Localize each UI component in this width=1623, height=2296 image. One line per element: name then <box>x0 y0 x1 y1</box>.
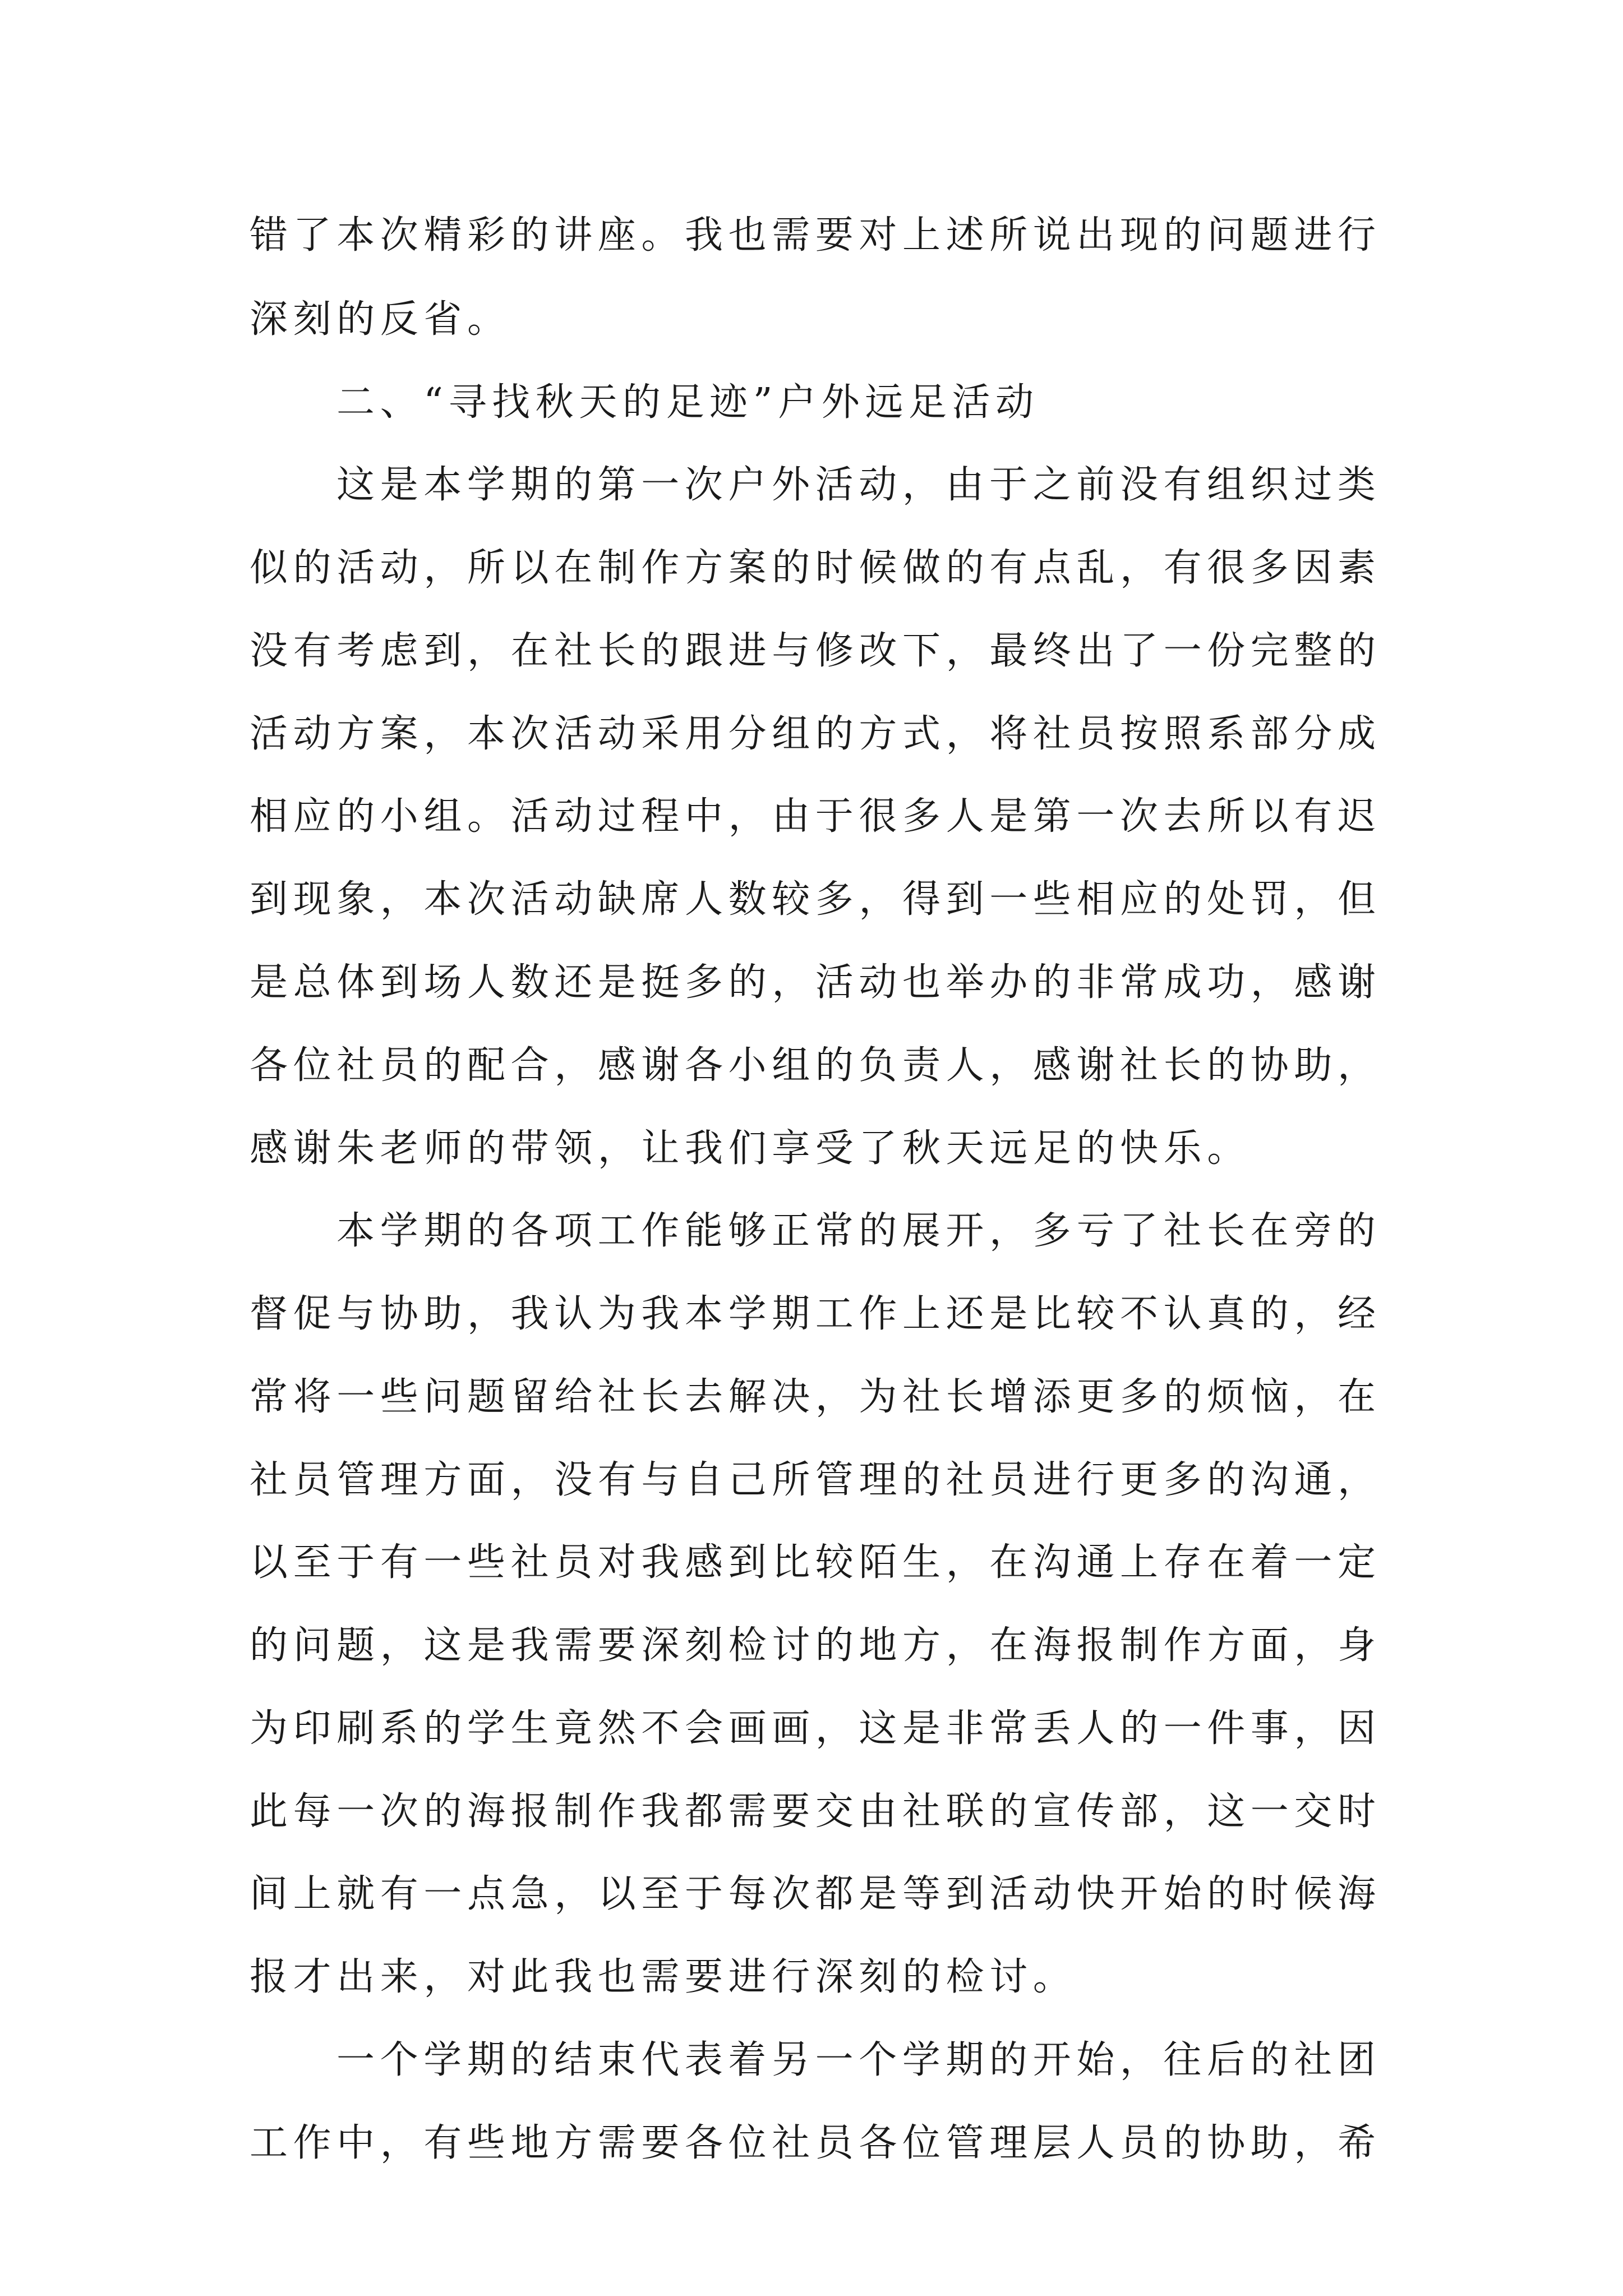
text-line: 报才出来，对此我也需要进行深刻的检讨。 <box>250 1955 1077 1999</box>
text-line: 社员管理方面，没有与自己所管理的社员进行更多的沟通， <box>250 1458 1381 1502</box>
text-line: 似的活动，所以在制作方案的时候做的有点乱，有很多因素 <box>250 546 1381 590</box>
text-line: 活动方案，本次活动采用分组的方式，将社员按照系部分成 <box>250 712 1381 756</box>
text-line: 各位社员的配合，感谢各小组的负责人，感谢社长的协助， <box>250 1043 1381 1088</box>
text-line: 错了本次精彩的讲座。我也需要对上述所说出现的问题进行 <box>250 213 1381 257</box>
text-line: 督促与协助，我认为我本学期工作上还是比较不认真的，经 <box>250 1292 1381 1336</box>
text-line: 本学期的各项工作能够正常的展开，多亏了社长在旁的 <box>336 1209 1381 1253</box>
text-line: 相应的小组。活动过程中，由于很多人是第一次去所以有迟 <box>250 794 1381 839</box>
text-line: 到现象，本次活动缺席人数较多，得到一些相应的处罚，但 <box>250 877 1381 922</box>
text-line: 深刻的反省。 <box>250 297 511 342</box>
text-line: 工作中，有些地方需要各位社员各位管理层人员的协助，希 <box>250 2121 1381 2165</box>
text-line: 没有考虑到，在社长的跟进与修改下，最终出了一份完整的 <box>250 629 1381 673</box>
text-line: 为印刷系的学生竟然不会画画，这是非常丢人的一件事，因 <box>250 1706 1381 1751</box>
text-line: 的问题，这是我需要深刻检讨的地方，在海报制作方面，身 <box>250 1623 1381 1668</box>
section-heading: 二、“寻找秋天的足迹”户外远足活动 <box>336 380 1039 425</box>
text-line: 一个学期的结束代表着另一个学期的开始，往后的社团 <box>336 2038 1381 2082</box>
text-line: 间上就有一点急，以至于每次都是等到活动快开始的时候海 <box>250 1872 1381 1916</box>
text-line: 此每一次的海报制作我都需要交由社联的宣传部，这一交时 <box>250 1789 1381 1834</box>
text-line: 这是本学期的第一次户外活动，由于之前没有组织过类 <box>336 463 1381 507</box>
text-line: 常将一些问题留给社长去解决，为社长增添更多的烦恼，在 <box>250 1375 1381 1419</box>
text-line: 以至于有一些社员对我感到比较陌生，在沟通上存在着一定 <box>250 1540 1381 1585</box>
text-line: 是总体到场人数还是挺多的，活动也举办的非常成功，感谢 <box>250 960 1381 1005</box>
text-line: 感谢朱老师的带领，让我们享受了秋天远足的快乐。 <box>250 1126 1251 1171</box>
